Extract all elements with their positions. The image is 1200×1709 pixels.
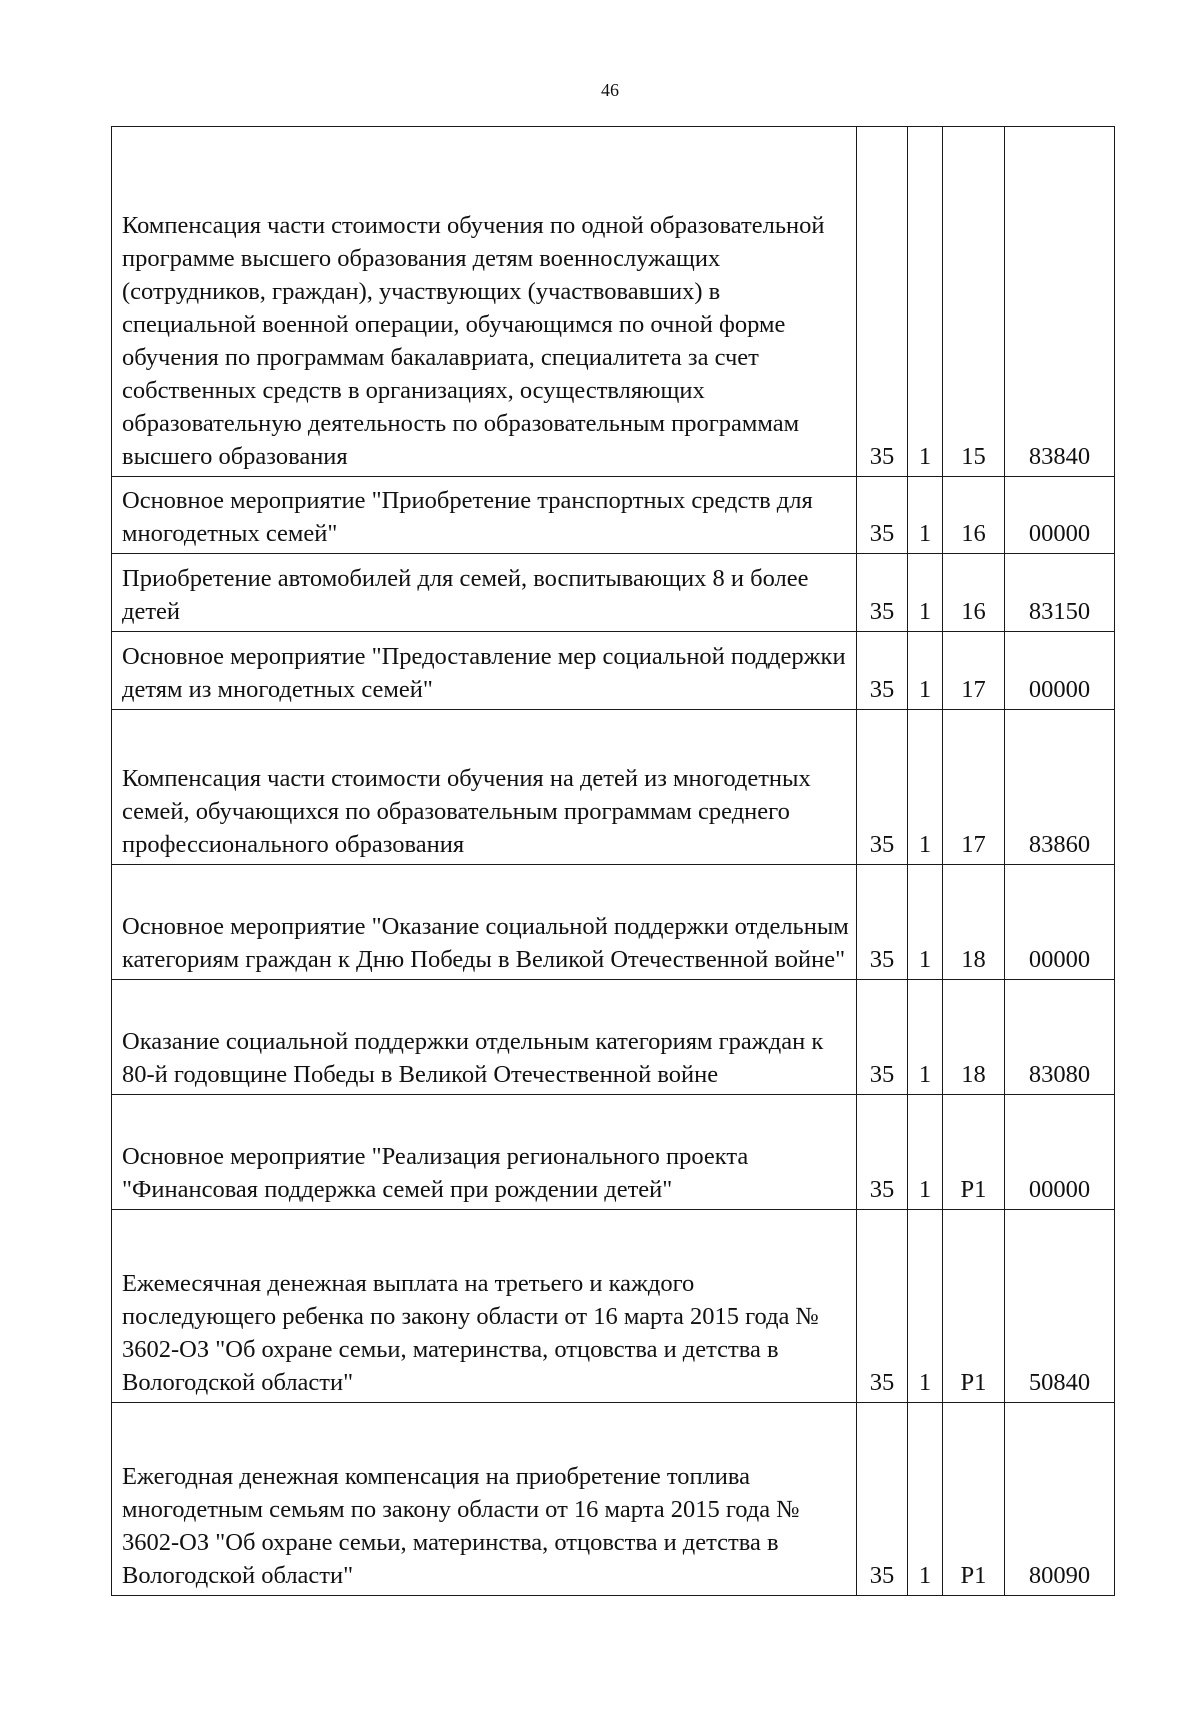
activity-code: P1 (943, 1095, 1005, 1210)
row-description: Основное мероприятие "Оказание социальной поддержки отдельным категориям граждан к Дню Победы в Великой Отечественной войне" (112, 865, 857, 980)
program-code: 35 (857, 865, 908, 980)
activity-code: 17 (943, 710, 1005, 865)
table-row (112, 865, 1115, 980)
subprogram-code: 1 (908, 554, 943, 632)
activity-code: P1 (943, 1210, 1005, 1403)
row-description: Основное мероприятие "Реализация регионального проекта "Финансовая поддержка семей при рождении детей" (112, 1095, 857, 1210)
row-description: Компенсация части стоимости обучения по одной образовательной программе высшего образования детям военнослужащих (сотрудников, граждан), участвующих (участвовавших) в специальной военной операции, обучающимся по очной форме обучения по программам бакалавриата, специалитета за счет собственных средств в организациях, осуществляющих образовательную деятельность по образовательным программам высшего образования (112, 127, 857, 477)
direction-code: 00000 (1005, 477, 1115, 554)
program-code: 35 (857, 1403, 908, 1596)
direction-code: 80090 (1005, 1403, 1115, 1596)
subprogram-code: 1 (908, 865, 943, 980)
row-description: Ежегодная денежная компенсация на приобретение топлива многодетным семьям по закону области от 16 марта 2015 года № 3602-ОЗ "Об охране семьи, материнства, отцовства и детства в Вологодской области" (112, 1403, 857, 1596)
activity-code: 18 (943, 980, 1005, 1095)
direction-code: 00000 (1005, 1095, 1115, 1210)
program-code: 35 (857, 477, 908, 554)
table-row (112, 1210, 1115, 1403)
program-code: 35 (857, 980, 908, 1095)
table-row (112, 1403, 1115, 1596)
table-row (112, 632, 1115, 710)
activity-code: 15 (943, 127, 1005, 477)
row-description: Оказание социальной поддержки отдельным категориям граждан к 80-й годовщине Победы в Великой Отечественной войне (112, 980, 857, 1095)
direction-code: 50840 (1005, 1210, 1115, 1403)
table-row (112, 710, 1115, 865)
direction-code: 83080 (1005, 980, 1115, 1095)
activity-code: 17 (943, 632, 1005, 710)
program-code: 35 (857, 710, 908, 865)
activity-code: 18 (943, 865, 1005, 980)
activity-code: P1 (943, 1403, 1005, 1596)
subprogram-code: 1 (908, 1403, 943, 1596)
subprogram-code: 1 (908, 477, 943, 554)
direction-code: 00000 (1005, 865, 1115, 980)
direction-code: 00000 (1005, 632, 1115, 710)
program-code: 35 (857, 1095, 908, 1210)
program-code: 35 (857, 632, 908, 710)
row-description: Компенсация части стоимости обучения на детей из многодетных семей, обучающихся по образовательным программам среднего профессионального образования (112, 710, 857, 865)
direction-code: 83150 (1005, 554, 1115, 632)
subprogram-code: 1 (908, 980, 943, 1095)
subprogram-code: 1 (908, 1095, 943, 1210)
program-code: 35 (857, 127, 908, 477)
table-row (112, 980, 1115, 1095)
direction-code: 83840 (1005, 127, 1115, 477)
subprogram-code: 1 (908, 1210, 943, 1403)
subprogram-code: 1 (908, 127, 943, 477)
budget-classification-table (111, 126, 1115, 1596)
subprogram-code: 1 (908, 632, 943, 710)
table-row (112, 127, 1115, 477)
direction-code: 83860 (1005, 710, 1115, 865)
subprogram-code: 1 (908, 710, 943, 865)
activity-code: 16 (943, 554, 1005, 632)
program-code: 35 (857, 554, 908, 632)
row-description: Основное мероприятие "Приобретение транспортных средств для многодетных семей" (112, 477, 857, 554)
row-description: Основное мероприятие "Предоставление мер социальной поддержки детям из многодетных семей" (112, 632, 857, 710)
row-description: Приобретение автомобилей для семей, воспитывающих 8 и более детей (112, 554, 857, 632)
activity-code: 16 (943, 477, 1005, 554)
row-description: Ежемесячная денежная выплата на третьего и каждого последующего ребенка по закону области от 16 марта 2015 года № 3602-ОЗ "Об охране семьи, материнства, отцовства и детства в Вологодской области" (112, 1210, 857, 1403)
table-row (112, 1095, 1115, 1210)
page-number: 46 (601, 80, 619, 100)
table-row (112, 554, 1115, 632)
program-code: 35 (857, 1210, 908, 1403)
table-row (112, 477, 1115, 554)
